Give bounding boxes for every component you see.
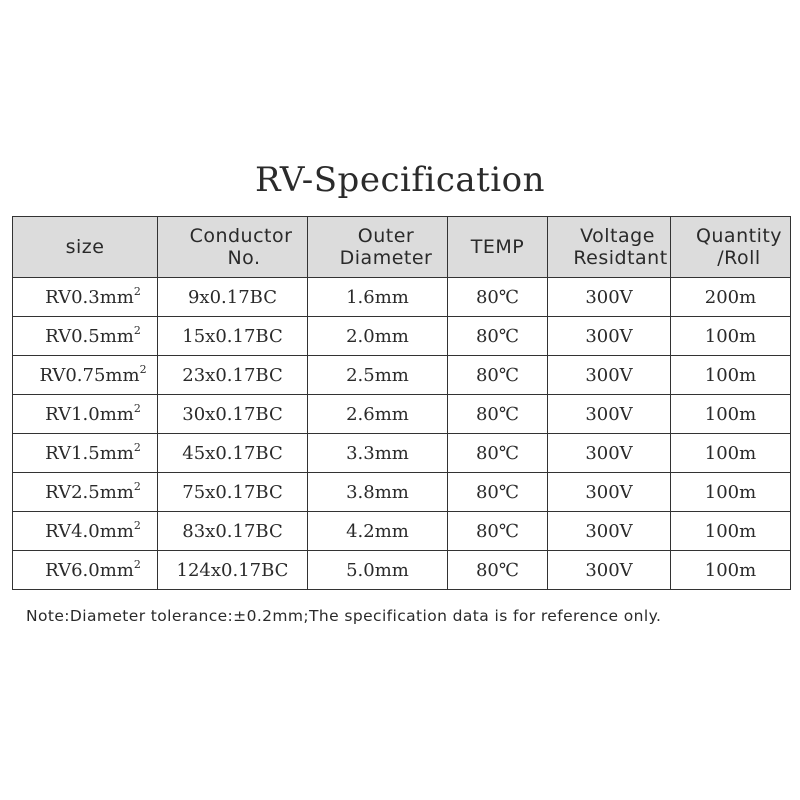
cell-diameter: 2.5mm [308, 356, 448, 395]
cell-diameter: 2.6mm [308, 395, 448, 434]
cell-size: $RV0.3mm^2$ [13, 278, 158, 317]
table-row [13, 356, 791, 395]
cell-size: $RV2.5mm^2$ [13, 473, 158, 512]
header-size: size [13, 217, 158, 278]
cell-diameter: 1.6mm [308, 278, 448, 317]
cell-size: $RV0.75mm^2$ [13, 356, 158, 395]
table-header-row [13, 217, 791, 278]
spec-table [12, 216, 791, 590]
cell-temp: 80℃ [448, 434, 548, 473]
table-row [13, 434, 791, 473]
cell-voltage: 300V [548, 551, 671, 590]
table-row [13, 278, 791, 317]
cell-quantity: 100m [671, 434, 791, 473]
cell-conductor: 83x0.17BC [158, 512, 308, 551]
cell-voltage: 300V [548, 473, 671, 512]
cell-diameter: 5.0mm [308, 551, 448, 590]
cell-temp: 80℃ [448, 356, 548, 395]
header-conductor: Conductor No. [158, 217, 308, 278]
table-row [13, 512, 791, 551]
cell-conductor: 23x0.17BC [158, 356, 308, 395]
cell-quantity: 100m [671, 317, 791, 356]
cell-quantity: 200m [671, 278, 791, 317]
cell-temp: 80℃ [448, 278, 548, 317]
cell-conductor: 75x0.17BC [158, 473, 308, 512]
cell-temp: 80℃ [448, 551, 548, 590]
cell-conductor: 30x0.17BC [158, 395, 308, 434]
cell-conductor: 15x0.17BC [158, 317, 308, 356]
cell-quantity: 100m [671, 512, 791, 551]
cell-temp: 80℃ [448, 317, 548, 356]
cell-quantity: 100m [671, 356, 791, 395]
page-title: RV-Specification [254, 160, 546, 200]
table-row [13, 551, 791, 590]
table-row [13, 395, 791, 434]
cell-temp: 80℃ [448, 512, 548, 551]
header-voltage: Voltage Residtant [548, 217, 671, 278]
cell-voltage: 300V [548, 395, 671, 434]
cell-conductor: 45x0.17BC [158, 434, 308, 473]
cell-quantity: 100m [671, 551, 791, 590]
cell-size: $RV4.0mm^2$ [13, 512, 158, 551]
table-row [13, 473, 791, 512]
cell-voltage: 300V [548, 317, 671, 356]
header-outer-diameter: Outer Diameter [308, 217, 448, 278]
footnote: Note:Diameter tolerance:±0.2mm;The specification data is for reference only. [26, 607, 662, 625]
cell-quantity: 100m [671, 473, 791, 512]
cell-size: $RV1.0mm^2$ [13, 395, 158, 434]
cell-size: $RV6.0mm^2$ [13, 551, 158, 590]
cell-temp: 80℃ [448, 395, 548, 434]
cell-diameter: 3.3mm [308, 434, 448, 473]
cell-diameter: 3.8mm [308, 473, 448, 512]
cell-voltage: 300V [548, 356, 671, 395]
cell-voltage: 300V [548, 434, 671, 473]
cell-voltage: 300V [548, 512, 671, 551]
cell-size: $RV0.5mm^2$ [13, 317, 158, 356]
cell-diameter: 4.2mm [308, 512, 448, 551]
header-quantity: Quantity /Roll [671, 217, 791, 278]
header-temp: TEMP [448, 217, 548, 278]
cell-temp: 80℃ [448, 473, 548, 512]
cell-quantity: 100m [671, 395, 791, 434]
cell-conductor: 124x0.17BC [158, 551, 308, 590]
cell-diameter: 2.0mm [308, 317, 448, 356]
cell-voltage: 300V [548, 278, 671, 317]
cell-size: $RV1.5mm^2$ [13, 434, 158, 473]
cell-conductor: 9x0.17BC [158, 278, 308, 317]
table-row [13, 317, 791, 356]
